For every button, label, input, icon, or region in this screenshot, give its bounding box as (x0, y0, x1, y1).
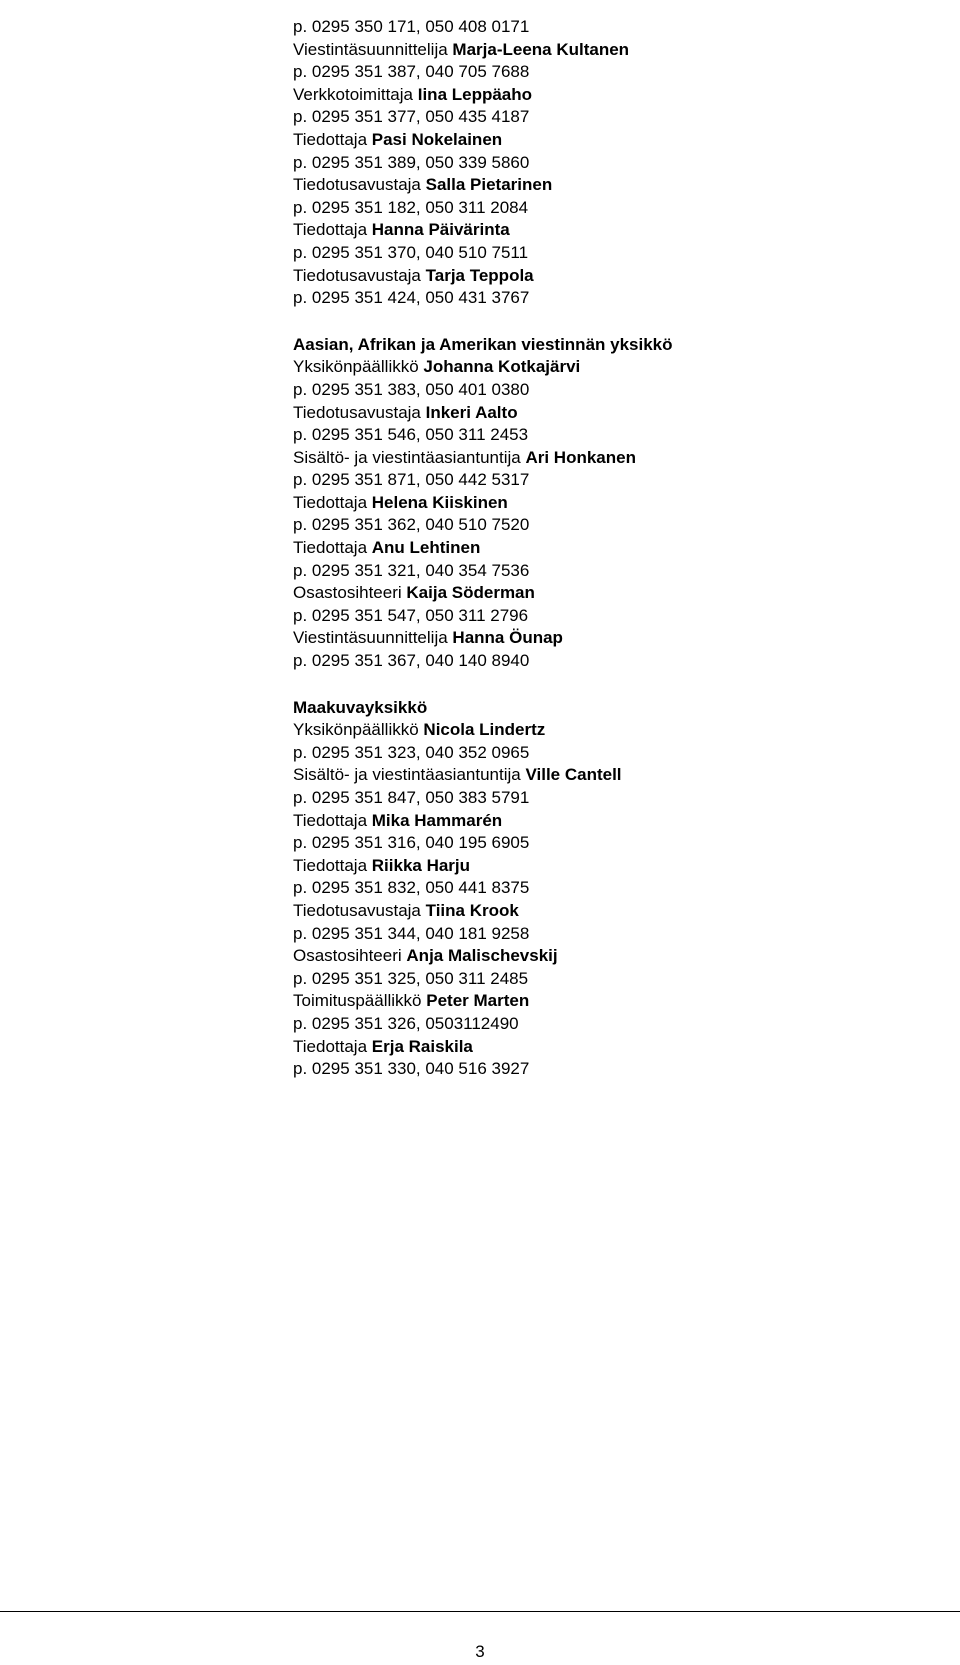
contact-title-name (293, 855, 933, 878)
contact-name: Ville Cantell (525, 765, 622, 785)
contact-title: Tiedottaja (293, 492, 368, 512)
section-spacer (293, 310, 933, 334)
contact-title: Tiedottaja (293, 810, 368, 830)
contact-phone: p. 0295 351 326, 0503112490 (293, 1013, 519, 1033)
contact-name: Mika Hammarén (371, 810, 503, 830)
contact-title: Tiedottaja (293, 129, 368, 149)
contact-entry (293, 84, 933, 129)
contact-title: Viestintäsuunnittelija (293, 628, 448, 648)
contact-phone: p. 0295 351 424, 050 431 3767 (293, 288, 530, 308)
contact-phone: p. 0295 351 389, 050 339 5860 (293, 152, 530, 172)
contact-title-name (293, 129, 933, 152)
contact-title: Tiedottaja (293, 538, 368, 558)
contact-name: Helena Kiiskinen (371, 492, 508, 512)
contact-entry (293, 1036, 933, 1081)
contact-title-name (293, 719, 933, 742)
section-maakuva (293, 697, 933, 1081)
contact-name: Peter Marten (426, 991, 530, 1011)
contact-title-name (293, 402, 933, 425)
contact-title-name (293, 356, 933, 379)
contact-entry (293, 174, 933, 219)
contact-directory (293, 16, 933, 1081)
contact-entry (293, 719, 933, 764)
contact-title-name (293, 810, 933, 833)
contact-title: Tiedotusavustaja (293, 900, 421, 920)
contact-phone: p. 0295 351 387, 040 705 7688 (293, 62, 530, 82)
contact-title: Tiedottaja (293, 220, 368, 240)
contact-entry (293, 945, 933, 990)
contact-name: Tiina Krook (425, 900, 519, 920)
contact-phone: p. 0295 351 546, 050 311 2453 (293, 425, 529, 445)
contact-phone: p. 0295 351 832, 050 441 8375 (293, 878, 530, 898)
contact-entry (293, 855, 933, 900)
contact-entry (293, 447, 933, 492)
contact-entry (293, 402, 933, 447)
contact-title-name (293, 900, 933, 923)
contact-entry (293, 537, 933, 582)
contact-title-name (293, 39, 933, 62)
contact-entry (293, 900, 933, 945)
contact-entry (293, 265, 933, 310)
contact-entry (293, 810, 933, 855)
top-contact-list (293, 39, 933, 310)
contact-phone: p. 0295 351 321, 040 354 7536 (293, 560, 530, 580)
contact-title-name (293, 1036, 933, 1059)
contact-title: Sisältö- ja viestintäasiantuntija (293, 447, 521, 467)
section-aam (293, 334, 933, 673)
contact-entry (293, 764, 933, 809)
contact-entry (293, 990, 933, 1035)
contact-title-name (293, 582, 933, 605)
contact-title: Tiedotusavustaja (293, 402, 421, 422)
contact-phone: p. 0295 351 330, 040 516 3927 (293, 1059, 530, 1079)
contact-name: Johanna Kotkajärvi (423, 357, 581, 377)
contact-name: Anja Malischevskij (406, 946, 558, 966)
contact-title-name (293, 537, 933, 560)
contact-entry (293, 492, 933, 537)
contact-title-name (293, 265, 933, 288)
contact-name: Anu Lehtinen (371, 538, 481, 558)
contact-name: Pasi Nokelainen (371, 129, 503, 149)
contact-title: Tiedottaja (293, 855, 368, 875)
contact-title-name (293, 447, 933, 470)
contact-entry (293, 129, 933, 174)
contact-phone: p. 0295 351 182, 050 311 2084 (293, 197, 529, 217)
contact-phone: p. 0295 351 325, 050 311 2485 (293, 968, 529, 988)
contact-name: Tarja Teppola (425, 265, 534, 285)
contact-name: Erja Raiskila (371, 1036, 473, 1056)
contact-title: Tiedottaja (293, 1036, 368, 1056)
contact-name: Kaija Söderman (406, 583, 535, 603)
contact-name: Hanna Päivärinta (371, 220, 510, 240)
contact-title: Yksikönpäällikkö (293, 720, 419, 740)
contact-phone: p. 0295 351 367, 040 140 8940 (293, 651, 530, 671)
contact-entry (293, 582, 933, 627)
contact-title: Viestintäsuunnittelija (293, 39, 448, 59)
section-heading: Aasian, Afrikan ja Amerikan viestinnän yksikkö (293, 334, 673, 354)
contact-title: Yksikönpäällikkö (293, 357, 419, 377)
contact-phone: p. 0295 351 847, 050 383 5791 (293, 788, 530, 807)
contact-name: Marja-Leena Kultanen (452, 39, 630, 59)
footer-divider (0, 1611, 960, 1612)
contact-phone: p. 0295 351 547, 050 311 2796 (293, 605, 529, 625)
intro-phone: p. 0295 350 171, 050 408 0171 (293, 17, 530, 36)
contact-title-name (293, 945, 933, 968)
contact-name: Nicola Lindertz (423, 720, 546, 740)
contact-name: Ari Honkanen (525, 447, 636, 467)
contact-name: Iina Leppäaho (417, 84, 533, 104)
contact-title: Toimituspäällikkö (293, 991, 422, 1011)
contact-title-name (293, 219, 933, 242)
contact-title-name (293, 764, 933, 787)
contact-entry (293, 627, 933, 672)
contact-title-name (293, 84, 933, 107)
contact-phone: p. 0295 351 383, 050 401 0380 (293, 379, 530, 399)
contact-title-name (293, 492, 933, 515)
contact-phone: p. 0295 351 344, 040 181 9258 (293, 923, 530, 943)
contact-name: Inkeri Aalto (425, 402, 518, 422)
contact-entry (293, 39, 933, 84)
contact-phone: p. 0295 351 871, 050 442 5317 (293, 470, 530, 490)
section-heading: Maakuvayksikkö (293, 697, 428, 717)
contact-name: Salla Pietarinen (425, 175, 553, 195)
contact-title: Tiedotusavustaja (293, 175, 421, 195)
contact-title: Osastosihteeri (293, 583, 402, 603)
contact-name: Riikka Harju (371, 855, 471, 875)
contact-title-name (293, 990, 933, 1013)
contact-phone: p. 0295 351 377, 050 435 4187 (293, 107, 530, 127)
contact-phone: p. 0295 351 323, 040 352 0965 (293, 742, 530, 762)
section-spacer (293, 673, 933, 697)
page-number: 3 (475, 1642, 485, 1661)
contact-name: Hanna Öunap (452, 628, 563, 648)
contact-title: Verkkotoimittaja (293, 84, 413, 104)
contact-phone: p. 0295 351 370, 040 510 7511 (293, 242, 529, 262)
contact-phone: p. 0295 351 362, 040 510 7520 (293, 515, 530, 535)
contact-title: Tiedotusavustaja (293, 265, 421, 285)
contact-title-name (293, 627, 933, 650)
contact-phone: p. 0295 351 316, 040 195 6905 (293, 833, 530, 853)
contact-title: Sisältö- ja viestintäasiantuntija (293, 765, 521, 785)
contact-title: Osastosihteeri (293, 946, 402, 966)
contact-title-name (293, 174, 933, 197)
contact-entry (293, 356, 933, 401)
contact-entry (293, 219, 933, 264)
